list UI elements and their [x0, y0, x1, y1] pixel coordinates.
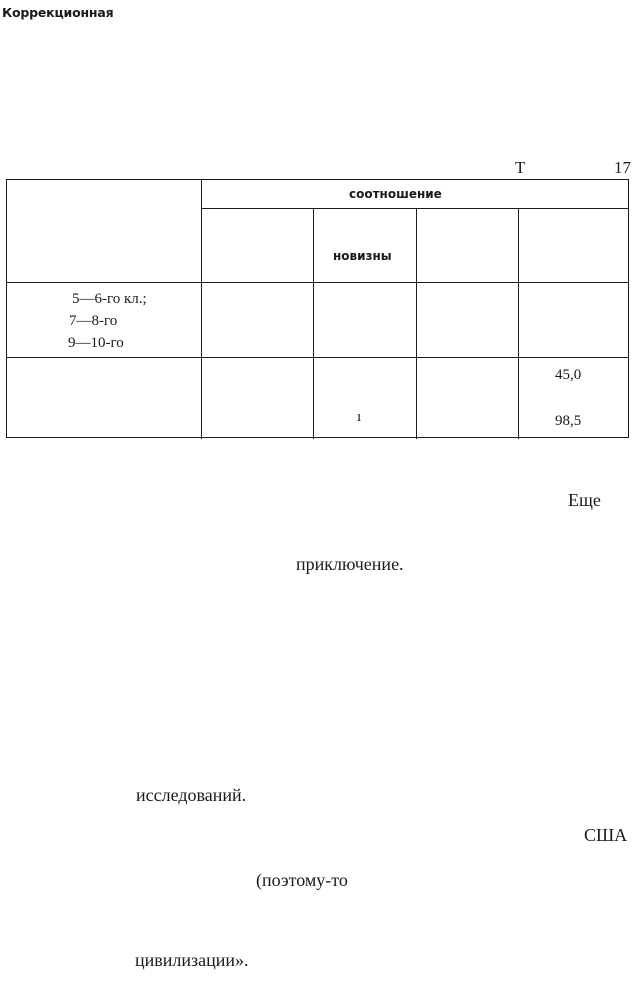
body-word-tsivilizatsii: цивилизации».	[135, 950, 249, 970]
cell-value-1: 45,0	[555, 367, 582, 383]
table-header-group: соотношение	[349, 187, 442, 201]
body-word-eshche: Еще	[568, 490, 601, 510]
body-word-usa: США	[584, 825, 628, 845]
table-label-letter: Т	[515, 158, 526, 177]
body-word-poetomu-to: (поэтому-то	[256, 870, 348, 890]
body-word-priklyuchenie: приключение.	[296, 554, 404, 574]
row-label-grade-9-10: 9—10-го	[68, 335, 124, 351]
cell-mark: ı	[357, 409, 362, 425]
table-hline-2	[7, 282, 629, 283]
row-label-grade-7-8: 7—8-го	[69, 313, 118, 329]
table-header-novelty: новизны	[333, 249, 392, 263]
table-vline-4	[518, 208, 519, 439]
data-table	[6, 179, 629, 438]
table-hline-1	[201, 208, 629, 209]
table-vline-3	[416, 208, 417, 439]
table-number: 17	[614, 158, 631, 177]
running-header: Коррекционная	[2, 5, 114, 20]
cell-value-2: 98,5	[555, 413, 582, 429]
row-label-grade-5-6: 5—6-го кл.;	[72, 291, 147, 307]
table-hline-3	[7, 357, 629, 358]
table-vline-2	[313, 208, 314, 439]
table-vline-1	[201, 180, 202, 439]
body-word-issledovaniy: исследований.	[136, 785, 247, 805]
